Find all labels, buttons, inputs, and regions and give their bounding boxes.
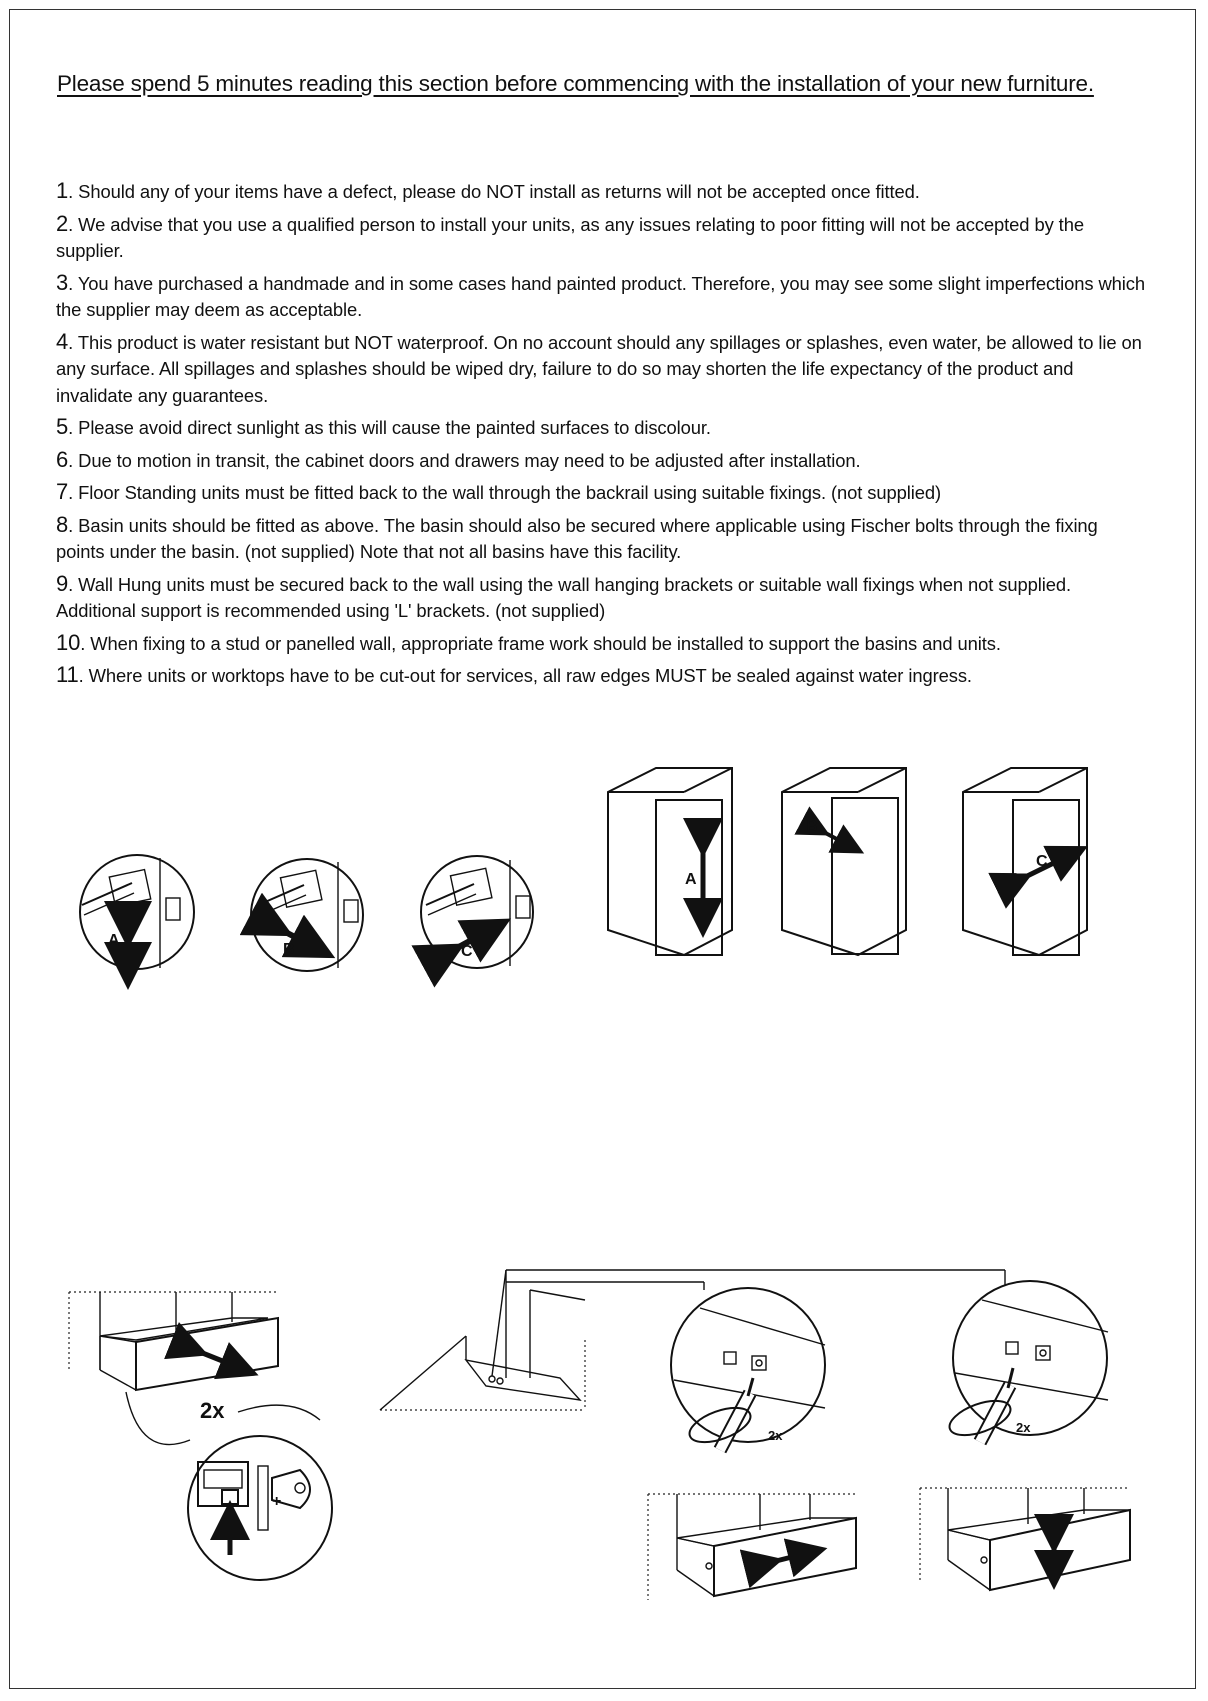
instruction-item: 7. Floor Standing units must be fitted back to the wall through the backrail using suitable fixings. (not supplied) <box>56 479 942 504</box>
instruction-item: 2. We advise that you use a qualified person to install your units, as any issues relating to poor fitting will not be accepted by the supplier. <box>56 210 1084 261</box>
drawer-removal-diagram <box>69 1292 332 1580</box>
screw-count-label-1: 2x <box>768 1428 783 1443</box>
cabinet-label-a: A <box>685 871 697 888</box>
drawer-adjust-side-to-side <box>648 1494 856 1600</box>
cabinet-label-b: B <box>806 818 818 835</box>
instruction-item: 6. Due to motion in transit, the cabinet doors and drawers may need to be adjusted after installation. <box>56 446 861 472</box>
drawer-adjust-up-down <box>920 1488 1130 1590</box>
cabinet-label-c: C <box>1036 853 1048 870</box>
cabinet-diagram-a <box>608 768 732 955</box>
page-heading: Please spend 5 minutes reading this section before commencing with the installation of your new furniture. <box>57 71 1094 96</box>
hinge-diagram-a <box>80 855 194 969</box>
instruction-item: 3. You have purchased a handmade and in some cases hand painted product. Therefore, you may see some slight imperfections which the supplier may deem as acceptable. <box>56 269 1145 320</box>
screw-detail-1 <box>671 1288 825 1450</box>
hinge-diagram-c <box>421 856 533 968</box>
instruction-item: 1. Should any of your items have a defect, please do NOT install as returns will not be accepted once fitted. <box>56 178 920 203</box>
hinge-label-c: C <box>461 943 473 960</box>
cabinet-diagram-c <box>963 768 1087 955</box>
instruction-item: 10. When fixing to a stud or panelled wall, appropriate frame work should be installed to support the basins and units. <box>56 629 1001 655</box>
plus-icon: + <box>272 1493 282 1510</box>
instruction-item: 4. This product is water resistant but NOT waterproof. On no account should any spillages or splashes, even water, be allowed to lie on any surface. All spillages and splashes should be wiped dry, failure to do so may shorten the life expectancy of the product and invalidate any guarantees. <box>56 328 1142 406</box>
drawer-fixing-diagram <box>380 1270 1005 1410</box>
instruction-item: 8. Basin units should be fitted as above. The basin should also be secured where applicable using Fischer bolts through the fixing points under the basin. (not supplied) Note that not all basins have this facility. <box>56 511 1098 562</box>
hinge-diagram-b <box>251 859 363 971</box>
screw-detail-2 <box>945 1281 1108 1442</box>
cabinet-diagram-b <box>782 768 906 955</box>
hinge-label-a: A <box>108 932 120 949</box>
instruction-item: 9. Wall Hung units must be secured back to the wall using the wall hanging brackets or suitable wall fixings when not supplied. Additional support is recommended using 'L' brackets. (not supplied) <box>56 570 1071 621</box>
instruction-item: 11. Where units or worktops have to be cut-out for services, all raw edges MUST be sealed against water ingress. <box>56 662 972 687</box>
hinge-label-b: B <box>283 941 295 958</box>
drawer-count-label: 2x <box>200 1398 225 1423</box>
screw-count-label-2: 2x <box>1016 1420 1031 1435</box>
instruction-item: 5. Please avoid direct sunlight as this will cause the painted surfaces to discolour. <box>56 414 711 439</box>
